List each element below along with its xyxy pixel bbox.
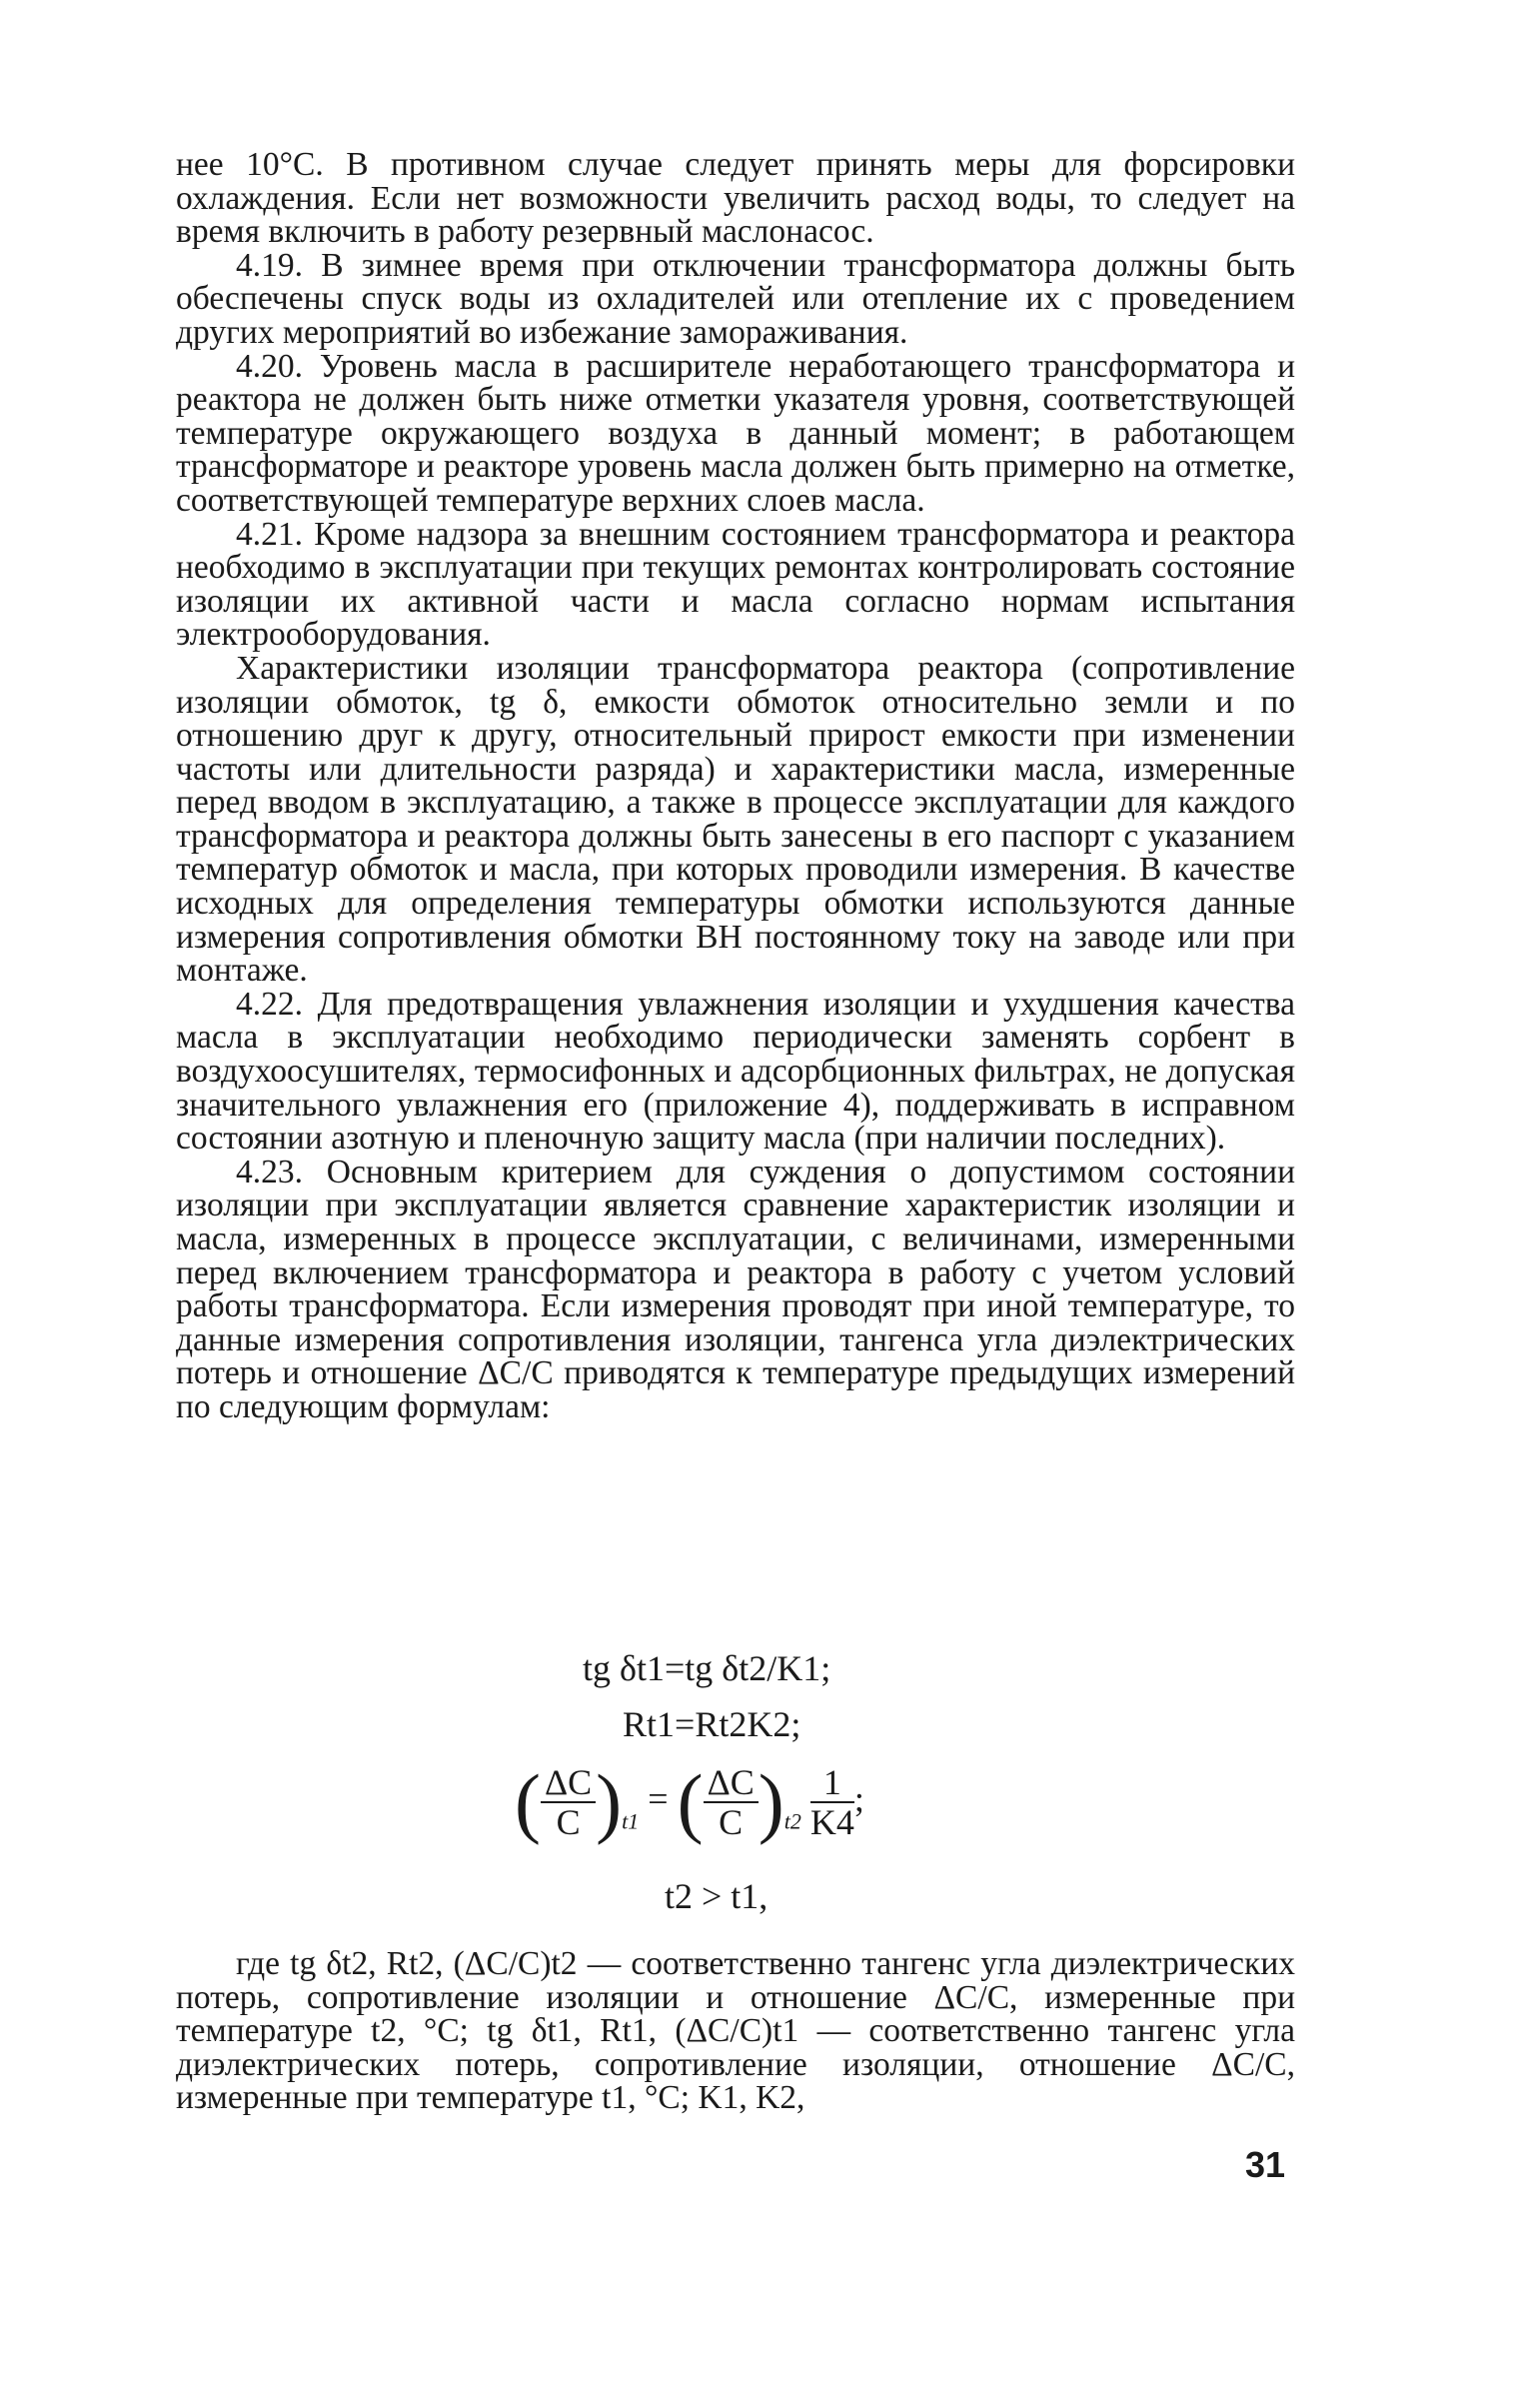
definitions-text bbox=[176, 1947, 1295, 2115]
subscript-right: t2 bbox=[783, 1808, 801, 1834]
fraction-right: $\frac{\Delta C}{C}$ bbox=[704, 1763, 759, 1841]
paragraph-insulation-characteristics: Характеристики изоляции трансформатора реактора (сопротивление изоляции обмоток, tg δ, емкости обмоток относительно земли и по отношению друг к другу, относительный прирост емкости при изменении частоты или длительности разряда) и характеристики масла, измеренные перед вводом в эксплуатацию, а также в процессе эксплуатации для каждого трансформатора и реактора должны быть занесены в его паспорт с указанием температур обмоток и масла, при которых проводили измерения. В качестве исходных для определения температуры обмотки используются данные измерения сопротивления обмотки ВН постоянному току на заводе или при монтаже. bbox=[176, 649, 1295, 990]
paragraph-definitions: где tg δt2, Rt2, (ΔC/C)t2 — соответственно тангенс угла диэлектрических потерь, сопротивление изоляции и отношение ΔC/C, измеренные при температуре t2, °С; tg δt1, Rt1, (ΔC/C)t1 — соответственно тангенс угла диэлектрических потерь, сопротивление изоляции, отношение ΔC/C, измеренные при температуре t1, °С; K1, K2, bbox=[176, 1945, 1295, 2117]
paragraph-4-23: 4.23. Основным критерием для суждения о допустимом состоянии изоляции при эксплуатации является сравнение характеристик изоляции и масла, измеренных в процессе эксплуатации, с величинами, измеренными перед включением трансформатора и реактора в работу с учетом условий работы трансформатора. Если измерения проводят при иной температуре, то данные измерения сопротивления изоляции, тангенса угла диэлектрических потерь и отношение ΔC/C приводятся к температуре предыдущих измерений по следующим формулам: bbox=[176, 1153, 1295, 1425]
paragraph-continued: нее 10°С. В противном случае следует принять меры для форсировки охлаждения. Если нет возможности увеличить расход воды, то следует на время включить в работу резервный маслонасос. bbox=[176, 146, 1295, 251]
paren-open-left: ( bbox=[515, 1758, 541, 1845]
paren-close-left: ) bbox=[596, 1758, 623, 1845]
paren-close-right: ) bbox=[758, 1758, 784, 1845]
formula-tg-delta: tg δt1=tg δt2/K1; bbox=[583, 1648, 831, 1688]
formula-terminator: ; bbox=[853, 1778, 864, 1819]
equals-sign: = bbox=[648, 1778, 669, 1819]
fraction-coefficient: $\frac{1}{K4}$ bbox=[809, 1762, 854, 1842]
paragraph-4-22: 4.22. Для предотвращения увлажнения изоляции и ухудшения качества масла в эксплуатации необходимо периодически заменять сорбент в воздухоосушителях, термосифонных и адсорбционных фильтрах, не допуская значительного увлажнения его (приложение 4), поддерживать в исправном состоянии азотную и пленочную защиту масла (при наличии последних). bbox=[176, 985, 1295, 1158]
paragraph-4-19: 4.19. В зимнее время при отключении трансформатора должны быть обеспечены спуск воды из охладителей или отепление их с проведением других мероприятий во избежание замораживания. bbox=[176, 246, 1295, 351]
paragraph-4-20: 4.20. Уровень масла в расширителе неработающего трансформатора и реактора не должен быть ниже отметки указателя уровня, соответствующей температуре окружающего воздуха в данный момент; в работающем трансформаторе и реакторе уровень масла должен быть примерно на отметке, соответствующей температуре верхних слоев масла. bbox=[176, 347, 1295, 519]
formula-resistance: Rt1=Rt2K2; bbox=[623, 1704, 801, 1744]
formula-block bbox=[0, 1647, 1540, 1937]
subscript-left: t1 bbox=[622, 1808, 640, 1834]
paren-open-right: ( bbox=[677, 1758, 704, 1845]
body-text bbox=[176, 148, 1295, 1424]
formula-capacitance-ratio bbox=[515, 1757, 864, 1847]
paragraph-4-21: 4.21. Кроме надзора за внешним состоянием трансформатора и реактора необходимо в эксплуатации при текущих ремонтах контролировать состояние изоляции их активной части и масла согласно нормам испытания электрооборудования. bbox=[176, 515, 1295, 654]
page-number: 31 bbox=[1245, 2144, 1286, 2185]
formula-temperature-condition: t2 > t1, bbox=[665, 1876, 769, 1916]
fraction-left: $\frac{\Delta C}{C}$ bbox=[541, 1763, 596, 1841]
